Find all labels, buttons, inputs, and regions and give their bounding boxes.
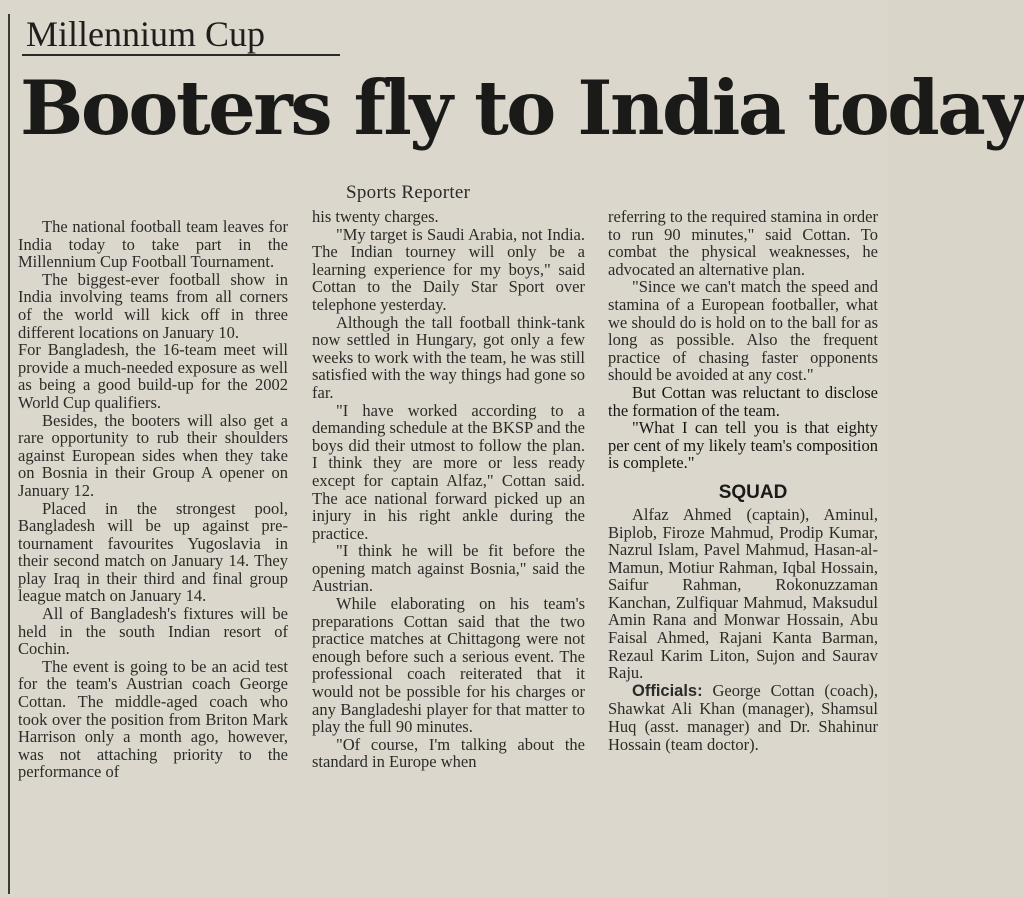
left-column-rule — [8, 14, 10, 894]
paragraph: The national football team leaves for India today to take part in the Millennium Cup Football Tournament. — [18, 217, 288, 272]
article-column-1 — [18, 218, 288, 781]
paragraph: "Of course, I'm talking about the standard in Europe when — [312, 734, 585, 772]
officials-label: Officials: — [632, 681, 703, 700]
kicker: Millennium Cup — [26, 14, 266, 54]
paragraph: But Cottan was reluctant to disclose the formation of the team. — [608, 382, 878, 420]
paragraph: While elaborating on his team's preparations Cottan said that the two practice matches at Chittagong were not enough before such a serious event. The professional coach reiterated that it would not be possible for his charges or any Bangladeshi player for that matter to play the full 90 minutes. — [312, 594, 585, 737]
paragraph: Besides, the booters will also get a rare opportunity to rub their shoulders against European sides when they take on Bosnia in their Group A opener on January 12. — [18, 410, 288, 500]
squad-officials — [608, 682, 878, 753]
kicker-underline — [22, 54, 340, 56]
paragraph: "What I can tell you is that eighty per cent of my likely team's composition is complete." — [608, 418, 878, 473]
paragraph: Although the tall football think-tank now settled in Hungary, got only a few weeks to work with the team, he was still satisfied with the way things had gone so far. — [312, 312, 585, 402]
paragraph: "I have worked according to a demanding schedule at the BKSP and the boys did their utmost to follow the plan. I think they are more or less ready except for captain Alfaz," Cottan said. The ace national forward picked up an injury in his right ankle during the practice. — [312, 400, 585, 543]
paragraph: his twenty charges. — [312, 207, 439, 226]
article-column-2 — [312, 208, 585, 771]
paragraph: "I think he will be fit before the opening match against Bosnia," said the Austrian. — [312, 541, 585, 596]
headline: Booters fly to India today — [20, 64, 1024, 152]
paragraph: Placed in the strongest pool, Bangladesh will be up against pre-tournament favourites Yugoslavia in their second match on January 14. They play Iraq in their third and final group league match on January 14. — [18, 498, 288, 606]
paragraph: referring to the required stamina in order to run 90 minutes," said Cottan. To combat the physical weaknesses, he advocated an alternative plan. — [608, 207, 878, 279]
paragraph: "Since we can't match the speed and stamina of a European footballer, what we should do is hold on to the ball for as long as possible. Also the frequent practice of chasing faster opponents should be avoided at any cost." — [608, 277, 878, 385]
squad-heading: SQUAD — [718, 481, 788, 503]
article-column-3 — [608, 208, 878, 753]
byline: Sports Reporter — [346, 182, 471, 203]
paragraph: The biggest-ever football show in India involving teams from all corners of the world will kick off in three different locations on January 10. — [18, 269, 288, 342]
officials-list: George Cottan (coach), Shawkat Ali Khan (manager), Shamsul Huq (asst. manager) and Dr. Shahinur Hossain (team doctor). — [608, 680, 879, 754]
paragraph: The event is going to be an acid test for the team's Austrian coach George Cottan. The middle-aged coach who took over the position from Briton Mark Harrison only a month ago, however, was not attaching priority to the performance of — [18, 656, 288, 782]
paragraph: For Bangladesh, the 16-team meet will provide a much-needed exposure as well as being a good build-up for the 2002 World Cup qualifiers. — [18, 340, 288, 412]
paragraph: All of Bangladesh's fixtures will be held in the south Indian resort of Cochin. — [18, 604, 288, 659]
squad-players: Alfaz Ahmed (captain), Aminul, Biplob, Firoze Mahmud, Prodip Kumar, Nazrul Islam, Pavel Mahmud, Hasan-al-Mamun, Motiur Rahman, Iqbal Hossain, Saifur Rahman, Rokonuzzaman Kanchan, Zulfiquar Mahmud, Maksudul Amin Rana and Monwar Hossain, Abu Faisal Ahmed, Rajani Kanta Barman, Rezaul Karim Liton, Sujon and Saurav Raju. — [608, 504, 878, 683]
paragraph: "My target is Saudi Arabia, not India. The Indian tourney will only be a learning experience for my boys," said Cottan to the Daily Star Sport over telephone yesterday. — [312, 224, 585, 314]
